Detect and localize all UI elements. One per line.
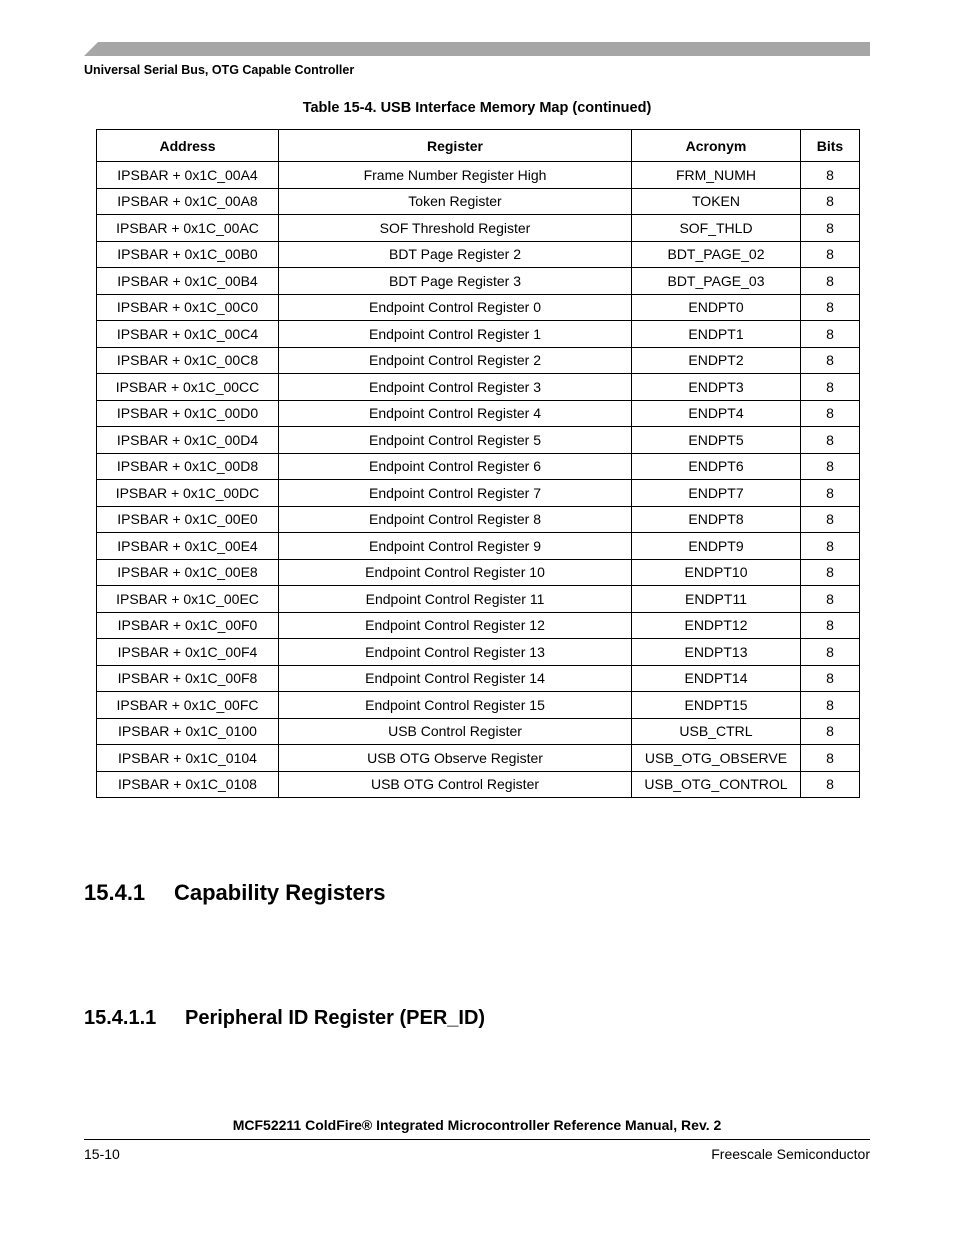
- section-heading: [84, 880, 386, 906]
- footer-manual-title: MCF52211 ColdFire® Integrated Microcontroller Reference Manual, Rev. 2: [232, 1117, 722, 1133]
- register-cell: BDT Page Register 2: [279, 241, 632, 268]
- bits-cell: 8: [801, 268, 860, 295]
- bits-cell: 8: [801, 241, 860, 268]
- register-cell: Endpoint Control Register 12: [279, 612, 632, 639]
- bits-cell: 8: [801, 215, 860, 242]
- bits-cell: 8: [801, 771, 860, 798]
- acronym-cell: ENDPT3: [632, 374, 801, 401]
- table-row: [97, 294, 860, 321]
- address-cell: IPSBAR + 0x1C_00AC: [97, 215, 279, 242]
- register-cell: Endpoint Control Register 1: [279, 321, 632, 348]
- table-row: [97, 692, 860, 719]
- register-cell: Endpoint Control Register 9: [279, 533, 632, 560]
- table-row: [97, 480, 860, 507]
- acronym-cell: BDT_PAGE_02: [632, 241, 801, 268]
- bits-cell: 8: [801, 559, 860, 586]
- register-cell: Endpoint Control Register 15: [279, 692, 632, 719]
- column-header-acronym: Acronym: [632, 130, 801, 162]
- register-cell: Endpoint Control Register 8: [279, 506, 632, 533]
- bits-cell: 8: [801, 745, 860, 772]
- register-cell: Endpoint Control Register 0: [279, 294, 632, 321]
- address-cell: IPSBAR + 0x1C_00E0: [97, 506, 279, 533]
- register-cell: Endpoint Control Register 13: [279, 639, 632, 666]
- bits-cell: 8: [801, 321, 860, 348]
- bits-cell: 8: [801, 188, 860, 215]
- bits-cell: 8: [801, 586, 860, 613]
- table-row: [97, 586, 860, 613]
- address-cell: IPSBAR + 0x1C_00F4: [97, 639, 279, 666]
- address-cell: IPSBAR + 0x1C_00FC: [97, 692, 279, 719]
- acronym-cell: FRM_NUMH: [632, 162, 801, 189]
- acronym-cell: ENDPT14: [632, 665, 801, 692]
- subsection-heading: [84, 1007, 485, 1030]
- bits-cell: 8: [801, 533, 860, 560]
- acronym-cell: ENDPT11: [632, 586, 801, 613]
- subsection-title: Peripheral ID Register (PER_ID): [185, 1007, 486, 1029]
- address-cell: IPSBAR + 0x1C_0104: [97, 745, 279, 772]
- acronym-cell: ENDPT0: [632, 294, 801, 321]
- address-cell: IPSBAR + 0x1C_00D8: [97, 453, 279, 480]
- acronym-cell: ENDPT1: [632, 321, 801, 348]
- register-cell: Endpoint Control Register 2: [279, 347, 632, 374]
- bits-cell: 8: [801, 374, 860, 401]
- address-cell: IPSBAR + 0x1C_0100: [97, 718, 279, 745]
- bits-cell: 8: [801, 665, 860, 692]
- address-cell: IPSBAR + 0x1C_00A8: [97, 188, 279, 215]
- footer-company: Freescale Semiconductor: [711, 1146, 870, 1162]
- address-cell: IPSBAR + 0x1C_00F0: [97, 612, 279, 639]
- bits-cell: 8: [801, 692, 860, 719]
- table-row: [97, 268, 860, 295]
- bits-cell: 8: [801, 639, 860, 666]
- register-cell: Endpoint Control Register 14: [279, 665, 632, 692]
- address-cell: IPSBAR + 0x1C_00C8: [97, 347, 279, 374]
- table-row: [97, 347, 860, 374]
- register-cell: Endpoint Control Register 10: [279, 559, 632, 586]
- address-cell: IPSBAR + 0x1C_00DC: [97, 480, 279, 507]
- register-cell: USB OTG Control Register: [279, 771, 632, 798]
- register-cell: Endpoint Control Register 7: [279, 480, 632, 507]
- address-cell: IPSBAR + 0x1C_00D4: [97, 427, 279, 454]
- acronym-cell: USB_CTRL: [632, 718, 801, 745]
- address-cell: IPSBAR + 0x1C_0108: [97, 771, 279, 798]
- bits-cell: 8: [801, 453, 860, 480]
- address-cell: IPSBAR + 0x1C_00E4: [97, 533, 279, 560]
- acronym-cell: ENDPT15: [632, 692, 801, 719]
- memory-map-table: [96, 129, 860, 798]
- bits-cell: 8: [801, 294, 860, 321]
- register-cell: Frame Number Register High: [279, 162, 632, 189]
- bits-cell: 8: [801, 612, 860, 639]
- table-row: [97, 374, 860, 401]
- acronym-cell: USB_OTG_CONTROL: [632, 771, 801, 798]
- address-cell: IPSBAR + 0x1C_00E8: [97, 559, 279, 586]
- table-row: [97, 745, 860, 772]
- subsection-number: 15.4.1.1: [84, 1007, 157, 1029]
- running-header-title: Universal Serial Bus, OTG Capable Controller: [84, 63, 355, 77]
- table-body: [97, 162, 860, 798]
- table-row: [97, 559, 860, 586]
- address-cell: IPSBAR + 0x1C_00EC: [97, 586, 279, 613]
- table-row: [97, 188, 860, 215]
- acronym-cell: ENDPT12: [632, 612, 801, 639]
- table-caption: Table 15-4. USB Interface Memory Map (continued): [302, 100, 652, 116]
- address-cell: IPSBAR + 0x1C_00B0: [97, 241, 279, 268]
- table-row: [97, 665, 860, 692]
- register-cell: Endpoint Control Register 11: [279, 586, 632, 613]
- address-cell: IPSBAR + 0x1C_00F8: [97, 665, 279, 692]
- table-row: [97, 241, 860, 268]
- table-row: [97, 533, 860, 560]
- bits-cell: 8: [801, 400, 860, 427]
- table-row: [97, 718, 860, 745]
- register-cell: Endpoint Control Register 6: [279, 453, 632, 480]
- address-cell: IPSBAR + 0x1C_00CC: [97, 374, 279, 401]
- register-cell: USB OTG Observe Register: [279, 745, 632, 772]
- acronym-cell: BDT_PAGE_03: [632, 268, 801, 295]
- register-cell: SOF Threshold Register: [279, 215, 632, 242]
- footer-page-number: 15-10: [84, 1146, 120, 1162]
- section-number: 15.4.1: [84, 880, 146, 905]
- table-row: [97, 162, 860, 189]
- acronym-cell: USB_OTG_OBSERVE: [632, 745, 801, 772]
- bits-cell: 8: [801, 162, 860, 189]
- footer-divider: [84, 1139, 870, 1140]
- table-row: [97, 506, 860, 533]
- column-header-address: Address: [97, 130, 279, 162]
- acronym-cell: ENDPT10: [632, 559, 801, 586]
- address-cell: IPSBAR + 0x1C_00D0: [97, 400, 279, 427]
- bits-cell: 8: [801, 718, 860, 745]
- section-title: Capability Registers: [174, 880, 386, 905]
- column-header-bits: Bits: [801, 130, 860, 162]
- table-header-row: [97, 130, 860, 162]
- table-row: [97, 427, 860, 454]
- bits-cell: 8: [801, 347, 860, 374]
- address-cell: IPSBAR + 0x1C_00C0: [97, 294, 279, 321]
- register-cell: BDT Page Register 3: [279, 268, 632, 295]
- register-cell: USB Control Register: [279, 718, 632, 745]
- acronym-cell: ENDPT7: [632, 480, 801, 507]
- table-row: [97, 400, 860, 427]
- table-row: [97, 771, 860, 798]
- acronym-cell: TOKEN: [632, 188, 801, 215]
- acronym-cell: ENDPT9: [632, 533, 801, 560]
- acronym-cell: ENDPT2: [632, 347, 801, 374]
- address-cell: IPSBAR + 0x1C_00C4: [97, 321, 279, 348]
- register-cell: Token Register: [279, 188, 632, 215]
- acronym-cell: SOF_THLD: [632, 215, 801, 242]
- table-row: [97, 612, 860, 639]
- address-cell: IPSBAR + 0x1C_00B4: [97, 268, 279, 295]
- acronym-cell: ENDPT5: [632, 427, 801, 454]
- table-row: [97, 639, 860, 666]
- bits-cell: 8: [801, 506, 860, 533]
- acronym-cell: ENDPT6: [632, 453, 801, 480]
- acronym-cell: ENDPT8: [632, 506, 801, 533]
- bits-cell: 8: [801, 427, 860, 454]
- header-decorative-bar: [84, 42, 870, 56]
- register-cell: Endpoint Control Register 5: [279, 427, 632, 454]
- acronym-cell: ENDPT13: [632, 639, 801, 666]
- table-row: [97, 321, 860, 348]
- register-cell: Endpoint Control Register 3: [279, 374, 632, 401]
- address-cell: IPSBAR + 0x1C_00A4: [97, 162, 279, 189]
- bits-cell: 8: [801, 480, 860, 507]
- acronym-cell: ENDPT4: [632, 400, 801, 427]
- register-cell: Endpoint Control Register 4: [279, 400, 632, 427]
- table-row: [97, 215, 860, 242]
- table-row: [97, 453, 860, 480]
- column-header-register: Register: [279, 130, 632, 162]
